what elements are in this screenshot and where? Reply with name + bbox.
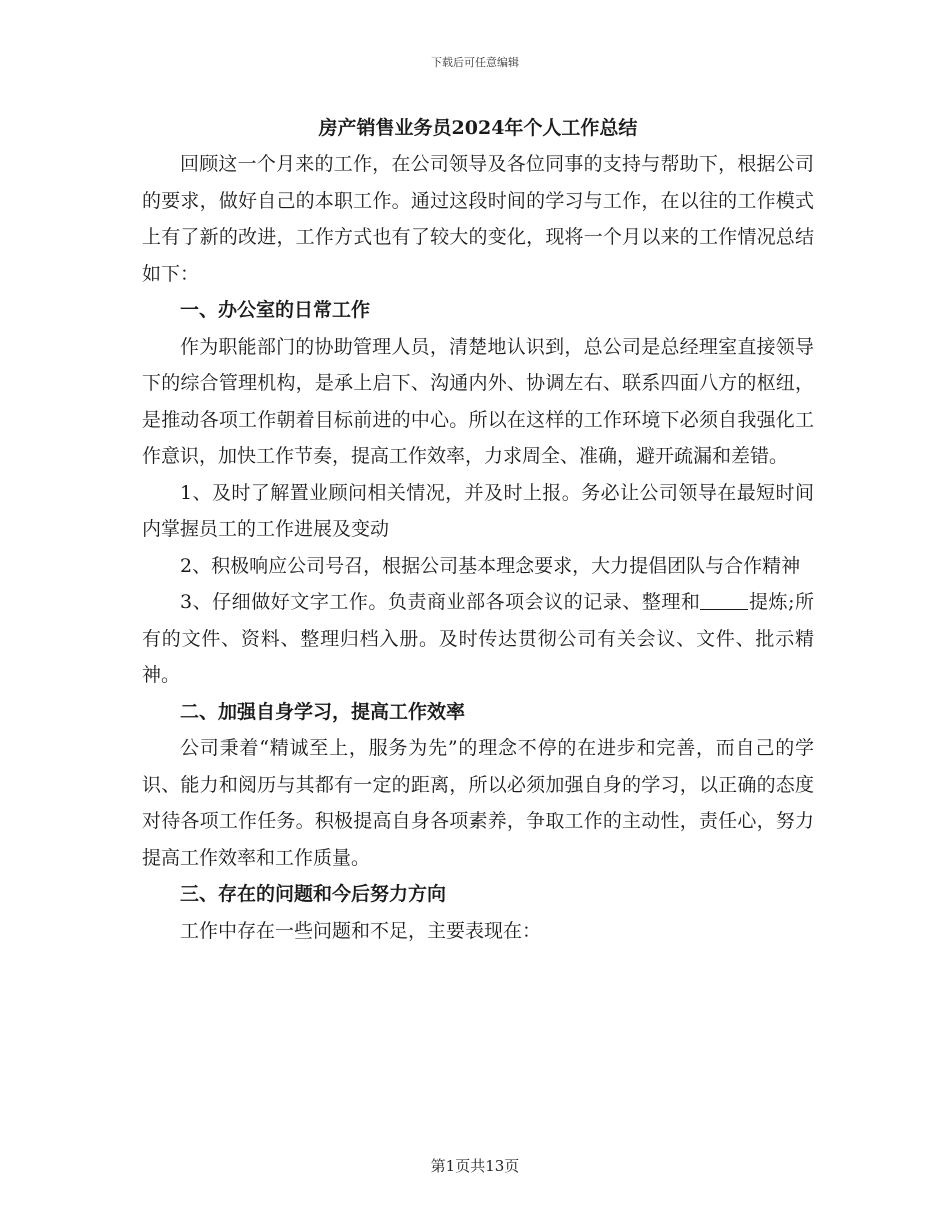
section1-item-3 [142, 584, 814, 694]
section1-item-3-text-a: 3、仔细做好文字工作。负责商业部各项会议的记录、整理和 [180, 591, 701, 613]
section2-heading: 二、加强自身学习，提高工作效率 [180, 700, 466, 723]
section3-paragraph: 工作中存在一些问题和不足，主要表现在： [180, 919, 542, 942]
section1-item-3-text-b: 提炼;所有的文件、资料、整理归档入册。及时传达贯彻公司有关会议、文件、批示精神。 [142, 591, 814, 686]
page-header: 下载后可任意编辑 [431, 56, 519, 69]
section1-heading: 一、办公室的日常工作 [180, 299, 371, 321]
fill-blank-line [700, 590, 748, 610]
section1-item-2: 2、积极响应公司号召，根据公司基本理念要求，大力提倡团队与合作精神 [180, 554, 801, 577]
section2-paragraph: 公司秉着“精诚至上，服务为先”的理念不停的在进步和完善，而自己的学识、能力和阅历与其都有一定的距离，所以必须加强自身的学习，以正确的态度对待各项工作任务。积极提高自身各项素养，争取工作的主动性，责任心，努力提高工作效率和工作质量。 [142, 737, 814, 869]
section1-paragraph: 作为职能部门的协助管理人员，清楚地认识到，总公司是总经理室直接领导下的综合管理机构，是承上启下、沟通内外、协调左右、联系四面八方的枢纽，是推动各项工作朝着目标前进的中心。所以在这样的工作环境下必须自我强化工作意识，加快工作节奏，提高工作效率，力求周全、准确，避开疏漏和差错。 [142, 335, 814, 467]
document-body [142, 110, 814, 949]
page-footer: 第1页共13页 [430, 1157, 520, 1175]
section1-item-1: 1、及时了解置业顾问相关情况，并及时上报。务必让公司领导在最短时间内掌握员工的工作进展及变动 [142, 481, 814, 540]
intro-paragraph: 回顾这一个月来的工作，在公司领导及各位同事的支持与帮助下，根据公司的要求，做好自己的本职工作。通过这段时间的学习与工作，在以往的工作模式上有了新的改进，工作方式也有了较大的变化，现将一个月以来的工作情况总结如下： [142, 153, 814, 285]
section3-heading: 三、存在的问题和今后努力方向 [180, 883, 447, 905]
document-title: 房产销售业务员2024年个人工作总结 [318, 117, 638, 139]
